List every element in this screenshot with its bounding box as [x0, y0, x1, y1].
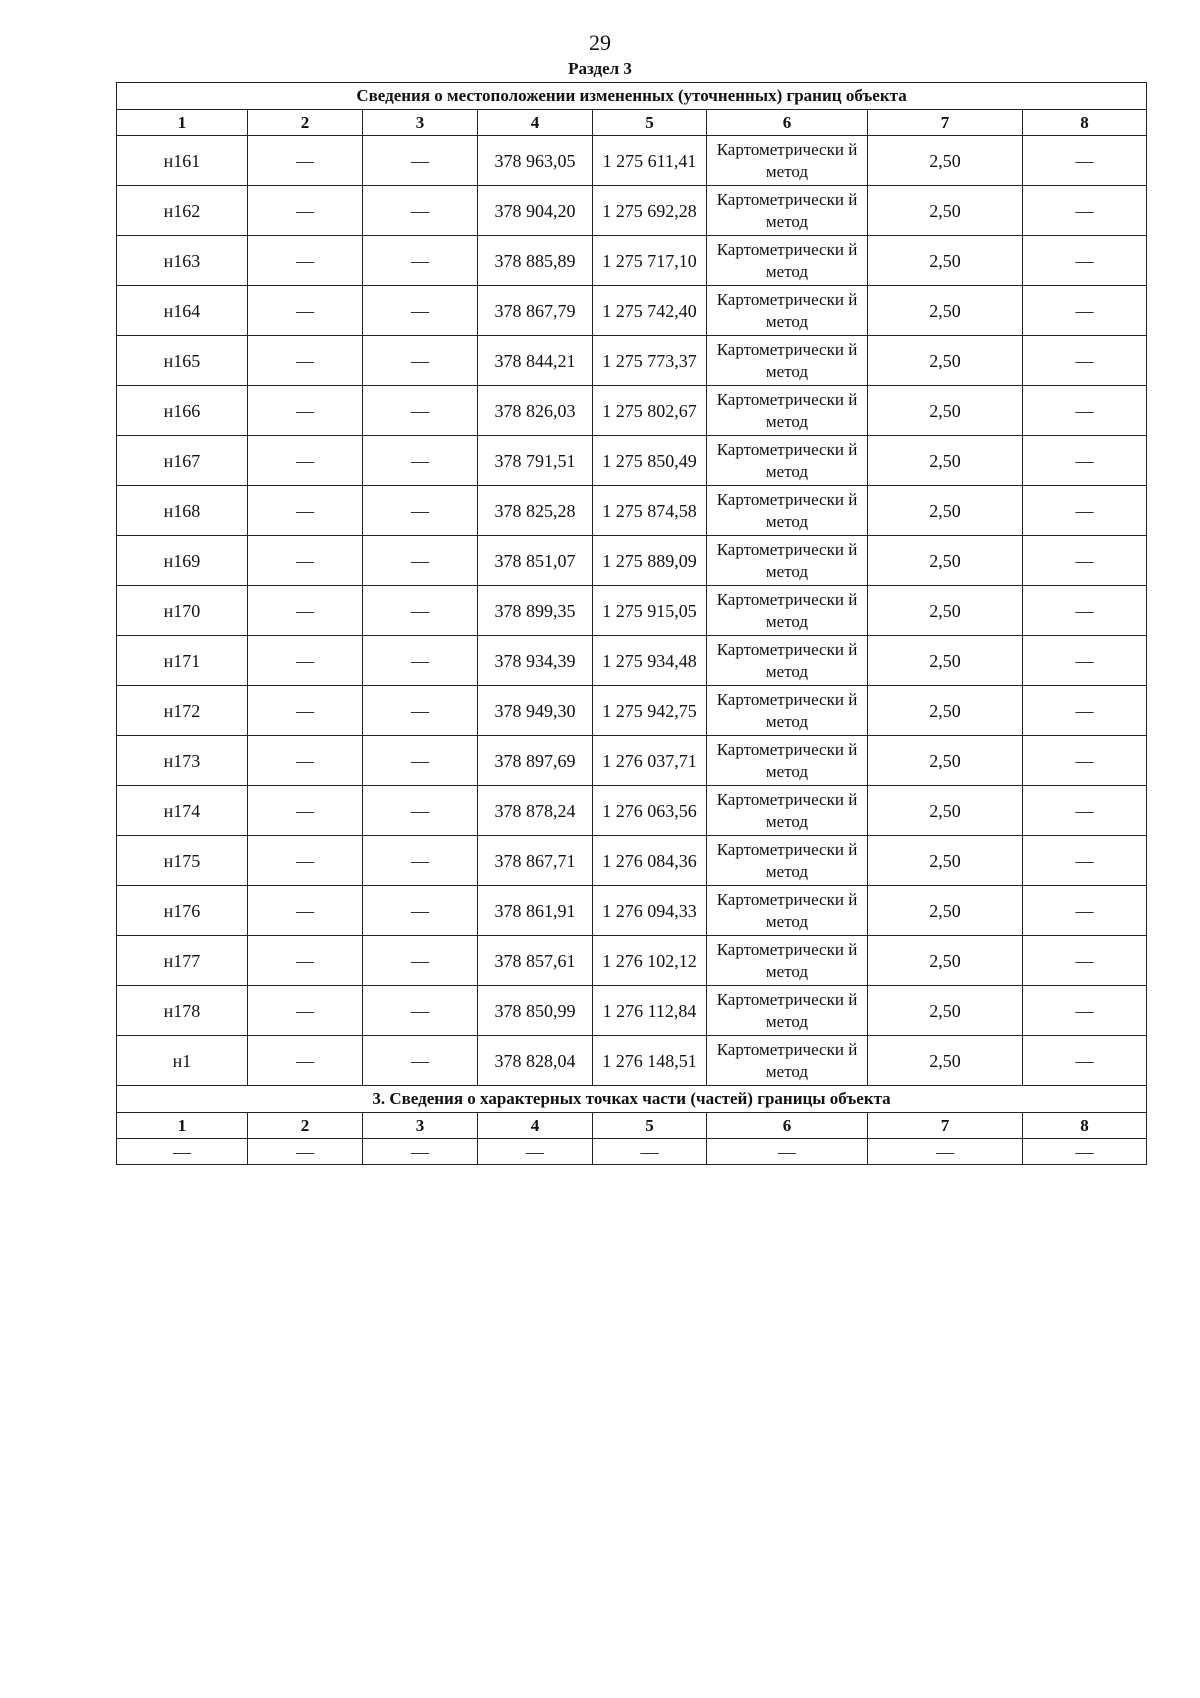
cell-method: Картометрически й метод — [707, 386, 868, 436]
cell-coord-y: — — [593, 1139, 707, 1165]
cell-coord-x: 378 861,91 — [478, 886, 593, 936]
cell-col-3: — — [363, 486, 478, 536]
cell-method: Картометрически й метод — [707, 886, 868, 936]
cell-coord-y: 1 275 742,40 — [593, 286, 707, 336]
cell-accuracy: 2,50 — [868, 336, 1023, 386]
cell-accuracy: 2,50 — [868, 436, 1023, 486]
column-header: 8 — [1023, 1113, 1147, 1139]
cell-point-name: н165 — [117, 336, 248, 386]
column-header-row — [117, 1113, 1147, 1139]
cell-coord-x: 378 825,28 — [478, 486, 593, 536]
cell-coord-y: 1 275 934,48 — [593, 636, 707, 686]
cell-col-8: — — [1023, 1139, 1147, 1165]
cell-method: Картометрически й метод — [707, 236, 868, 286]
cell-method: Картометрически й метод — [707, 486, 868, 536]
cell-coord-x: 378 963,05 — [478, 136, 593, 186]
table-row — [117, 436, 1147, 486]
cell-col-3: — — [363, 136, 478, 186]
cell-accuracy: 2,50 — [868, 786, 1023, 836]
cell-point-name: н166 — [117, 386, 248, 436]
table-row — [117, 736, 1147, 786]
column-header: 2 — [248, 110, 363, 136]
cell-accuracy: — — [868, 1139, 1023, 1165]
cell-col-2: — — [248, 736, 363, 786]
column-header: 1 — [117, 1113, 248, 1139]
cell-col-2: — — [248, 486, 363, 536]
cell-col-8: — — [1023, 736, 1147, 786]
column-header: 1 — [117, 110, 248, 136]
cell-method: Картометрически й метод — [707, 436, 868, 486]
cell-coord-y: 1 275 942,75 — [593, 686, 707, 736]
table-row — [117, 786, 1147, 836]
cell-col-3: — — [363, 436, 478, 486]
cell-col-3: — — [363, 536, 478, 586]
cell-col-2: — — [248, 386, 363, 436]
cell-point-name: н167 — [117, 436, 248, 486]
table-row — [117, 1139, 1147, 1165]
cell-col-3: — — [363, 986, 478, 1036]
coordinates-table — [116, 82, 1147, 1165]
cell-coord-x: 378 851,07 — [478, 536, 593, 586]
table-title-row — [117, 83, 1147, 110]
cell-coord-x: 378 867,71 — [478, 836, 593, 886]
cell-coord-y: 1 275 717,10 — [593, 236, 707, 286]
cell-point-name: н175 — [117, 836, 248, 886]
cell-method: Картометрически й метод — [707, 636, 868, 686]
cell-col-3: — — [363, 236, 478, 286]
cell-coord-x: 378 949,30 — [478, 686, 593, 736]
cell-method: Картометрически й метод — [707, 986, 868, 1036]
cell-col-3: — — [363, 836, 478, 886]
cell-coord-y: 1 275 889,09 — [593, 536, 707, 586]
column-header: 5 — [593, 110, 707, 136]
cell-coord-y: 1 275 915,05 — [593, 586, 707, 636]
cell-accuracy: 2,50 — [868, 986, 1023, 1036]
column-header: 7 — [868, 110, 1023, 136]
table-row — [117, 236, 1147, 286]
cell-col-8: — — [1023, 386, 1147, 436]
cell-col-2: — — [248, 786, 363, 836]
cell-coord-x: 378 850,99 — [478, 986, 593, 1036]
cell-method: Картометрически й метод — [707, 1036, 868, 1086]
cell-accuracy: 2,50 — [868, 286, 1023, 336]
cell-method: Картометрически й метод — [707, 186, 868, 236]
cell-point-name: н1 — [117, 1036, 248, 1086]
cell-coord-y: 1 276 063,56 — [593, 786, 707, 836]
cell-accuracy: 2,50 — [868, 186, 1023, 236]
cell-accuracy: 2,50 — [868, 1036, 1023, 1086]
cell-point-name: н168 — [117, 486, 248, 536]
table-row — [117, 586, 1147, 636]
cell-col-8: — — [1023, 986, 1147, 1036]
cell-col-8: — — [1023, 1036, 1147, 1086]
cell-accuracy: 2,50 — [868, 386, 1023, 436]
column-header: 7 — [868, 1113, 1023, 1139]
table-row — [117, 286, 1147, 336]
cell-point-name: н172 — [117, 686, 248, 736]
column-header: 6 — [707, 1113, 868, 1139]
cell-coord-x: 378 791,51 — [478, 436, 593, 486]
cell-col-3: — — [363, 1139, 478, 1165]
cell-point-name: н173 — [117, 736, 248, 786]
cell-method: Картометрически й метод — [707, 536, 868, 586]
cell-method: — — [707, 1139, 868, 1165]
cell-point-name: н169 — [117, 536, 248, 586]
cell-point-name: н161 — [117, 136, 248, 186]
cell-point-name: н163 — [117, 236, 248, 286]
cell-col-2: — — [248, 136, 363, 186]
cell-coord-x: 378 934,39 — [478, 636, 593, 686]
cell-point-name: н171 — [117, 636, 248, 686]
cell-col-2: — — [248, 686, 363, 736]
cell-method: Картометрически й метод — [707, 686, 868, 736]
cell-col-8: — — [1023, 436, 1147, 486]
cell-col-8: — — [1023, 936, 1147, 986]
cell-col-2: — — [248, 836, 363, 886]
cell-accuracy: 2,50 — [868, 136, 1023, 186]
cell-coord-x: 378 828,04 — [478, 1036, 593, 1086]
cell-coord-y: 1 276 094,33 — [593, 886, 707, 936]
cell-coord-y: 1 276 037,71 — [593, 736, 707, 786]
cell-method: Картометрически й метод — [707, 936, 868, 986]
table-row — [117, 686, 1147, 736]
cell-accuracy: 2,50 — [868, 736, 1023, 786]
column-header: 3 — [363, 1113, 478, 1139]
cell-col-2: — — [248, 986, 363, 1036]
cell-point-name: н178 — [117, 986, 248, 1036]
cell-method: Картометрически й метод — [707, 286, 868, 336]
cell-col-8: — — [1023, 236, 1147, 286]
cell-col-2: — — [248, 336, 363, 386]
cell-col-2: — — [248, 186, 363, 236]
table-title: 3. Сведения о характерных точках части (частей) границы объекта — [117, 1086, 1147, 1113]
cell-coord-x: 378 857,61 — [478, 936, 593, 986]
cell-accuracy: 2,50 — [868, 486, 1023, 536]
cell-coord-x: 378 899,35 — [478, 586, 593, 636]
cell-col-3: — — [363, 586, 478, 636]
cell-col-8: — — [1023, 786, 1147, 836]
cell-col-8: — — [1023, 486, 1147, 536]
table-row — [117, 186, 1147, 236]
cell-method: Картометрически й метод — [707, 786, 868, 836]
cell-point-name: н176 — [117, 886, 248, 936]
cell-col-2: — — [248, 236, 363, 286]
cell-coord-y: 1 275 850,49 — [593, 436, 707, 486]
cell-col-3: — — [363, 936, 478, 986]
cell-coord-y: 1 275 874,58 — [593, 486, 707, 536]
page-number: 29 — [589, 30, 611, 55]
table-row — [117, 1036, 1147, 1086]
cell-method: Картометрически й метод — [707, 736, 868, 786]
cell-col-3: — — [363, 1036, 478, 1086]
column-header: 5 — [593, 1113, 707, 1139]
cell-col-3: — — [363, 386, 478, 436]
cell-point-name: н164 — [117, 286, 248, 336]
table-row — [117, 986, 1147, 1036]
column-header: 6 — [707, 110, 868, 136]
cell-accuracy: 2,50 — [868, 936, 1023, 986]
cell-accuracy: 2,50 — [868, 836, 1023, 886]
table-row — [117, 336, 1147, 386]
cell-coord-x: 378 867,79 — [478, 286, 593, 336]
cell-col-2: — — [248, 536, 363, 586]
column-header: 8 — [1023, 110, 1147, 136]
cell-col-3: — — [363, 336, 478, 386]
table-body — [117, 83, 1147, 1165]
cell-col-3: — — [363, 686, 478, 736]
cell-col-3: — — [363, 786, 478, 836]
column-header: 4 — [478, 110, 593, 136]
section-title: Раздел 3 — [568, 59, 632, 78]
table-title: Сведения о местоположении измененных (уточненных) границ объекта — [117, 83, 1147, 110]
cell-coord-x: 378 897,69 — [478, 736, 593, 786]
cell-method: Картометрически й метод — [707, 586, 868, 636]
table-title-row — [117, 1086, 1147, 1113]
cell-col-8: — — [1023, 636, 1147, 686]
cell-col-8: — — [1023, 886, 1147, 936]
cell-point-name: н174 — [117, 786, 248, 836]
table-row — [117, 936, 1147, 986]
cell-point-name: н177 — [117, 936, 248, 986]
cell-col-2: — — [248, 636, 363, 686]
cell-method: Картометрически й метод — [707, 836, 868, 886]
cell-coord-y: 1 276 112,84 — [593, 986, 707, 1036]
cell-col-8: — — [1023, 136, 1147, 186]
cell-col-2: — — [248, 1139, 363, 1165]
cell-coord-y: 1 275 611,41 — [593, 136, 707, 186]
cell-col-8: — — [1023, 536, 1147, 586]
cell-col-2: — — [248, 436, 363, 486]
cell-coord-x: 378 878,24 — [478, 786, 593, 836]
cell-accuracy: 2,50 — [868, 886, 1023, 936]
cell-point-name: н162 — [117, 186, 248, 236]
cell-col-3: — — [363, 636, 478, 686]
cell-point-name: — — [117, 1139, 248, 1165]
cell-col-3: — — [363, 886, 478, 936]
cell-col-2: — — [248, 586, 363, 636]
cell-col-3: — — [363, 286, 478, 336]
cell-col-8: — — [1023, 586, 1147, 636]
cell-coord-y: 1 275 802,67 — [593, 386, 707, 436]
cell-coord-y: 1 276 084,36 — [593, 836, 707, 886]
cell-col-3: — — [363, 736, 478, 786]
cell-col-2: — — [248, 286, 363, 336]
cell-coord-x: 378 904,20 — [478, 186, 593, 236]
table-row — [117, 636, 1147, 686]
cell-col-8: — — [1023, 686, 1147, 736]
cell-accuracy: 2,50 — [868, 686, 1023, 736]
column-header-row — [117, 110, 1147, 136]
cell-coord-y: 1 275 692,28 — [593, 186, 707, 236]
cell-coord-y: 1 276 148,51 — [593, 1036, 707, 1086]
cell-col-8: — — [1023, 286, 1147, 336]
cell-method: Картометрически й метод — [707, 336, 868, 386]
cell-coord-x: 378 844,21 — [478, 336, 593, 386]
cell-accuracy: 2,50 — [868, 586, 1023, 636]
table-row — [117, 136, 1147, 186]
column-header: 3 — [363, 110, 478, 136]
cell-coord-x: 378 826,03 — [478, 386, 593, 436]
cell-accuracy: 2,50 — [868, 636, 1023, 686]
cell-col-8: — — [1023, 836, 1147, 886]
table-row — [117, 536, 1147, 586]
cell-coord-y: 1 276 102,12 — [593, 936, 707, 986]
table-row — [117, 836, 1147, 886]
cell-coord-x: 378 885,89 — [478, 236, 593, 286]
column-header: 2 — [248, 1113, 363, 1139]
cell-coord-y: 1 275 773,37 — [593, 336, 707, 386]
cell-col-2: — — [248, 886, 363, 936]
cell-coord-x: — — [478, 1139, 593, 1165]
cell-col-2: — — [248, 1036, 363, 1086]
cell-col-8: — — [1023, 336, 1147, 386]
table-row — [117, 886, 1147, 936]
cell-accuracy: 2,50 — [868, 536, 1023, 586]
cell-col-8: — — [1023, 186, 1147, 236]
cell-col-3: — — [363, 186, 478, 236]
cell-accuracy: 2,50 — [868, 236, 1023, 286]
cell-col-2: — — [248, 936, 363, 986]
cell-point-name: н170 — [117, 586, 248, 636]
table-row — [117, 386, 1147, 436]
cell-method: Картометрически й метод — [707, 136, 868, 186]
column-header: 4 — [478, 1113, 593, 1139]
table-row — [117, 486, 1147, 536]
